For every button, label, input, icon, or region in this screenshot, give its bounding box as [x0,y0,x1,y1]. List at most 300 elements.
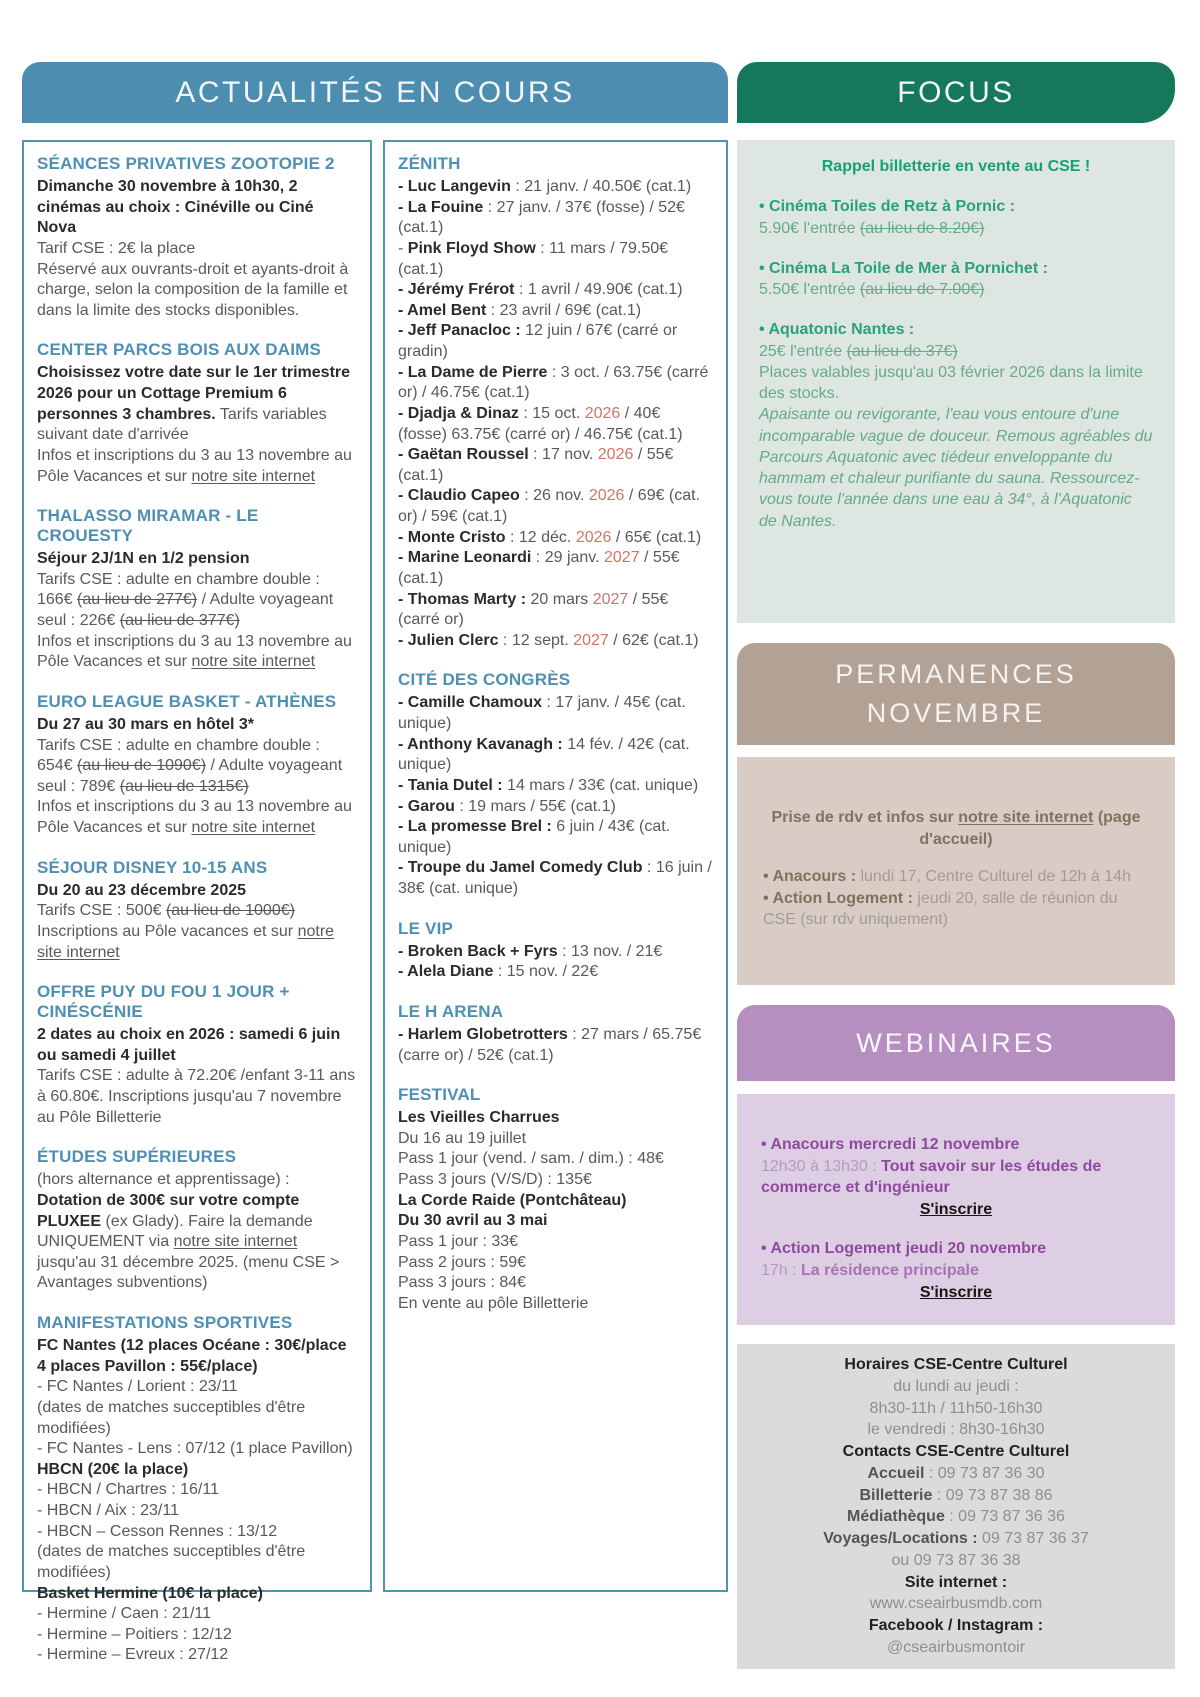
paragraph [37,549,357,570]
text-run: Pass 3 jours (V/S/D) : 135€ [398,1171,592,1188]
text-run: : 21 janv. / 40.50€ (cat.1) [510,178,692,195]
text-run: - Alela Diane [398,963,494,981]
paragraph [759,319,1153,340]
text-run: / 69€ (cat. or) / 59€ (cat.1) [398,487,701,525]
text-run: La Corde Raide (Pontchâteau) [398,1191,627,1209]
section-title: CENTER PARCS BOIS AUX DAIMS [37,340,322,360]
text-run: : 15 oct. [518,404,585,422]
paragraph [37,1501,357,1522]
paragraph [398,1108,713,1129]
paragraph [753,1615,1159,1637]
text-run: - FC Nantes / Lorient : 23/11 [37,1378,238,1396]
text-run: 2026 [584,404,621,422]
text-run: Dimanche 30 novembre à 10h30, 2 cinémas au choix : Cinéville ou Ciné Nova [37,178,314,237]
text-run: Tarifs CSE : adulte à 72.20€ /enfant 3-11 ans à 60.80€. Inscriptions jusqu'au 7 novembre au Pôle Billetterie [37,1067,356,1126]
text-run: / 55€ (cat.1) [398,549,680,587]
paragraph [398,1191,713,1212]
paragraph [37,1336,357,1377]
text-run: Réservé aux ouvrants-droit et ayants-droit à charge, selon la composition de la famille et dans la limite des stocks disponibles. [37,260,349,319]
paragraph [398,1025,713,1066]
text-run: Choisissez votre date sur le 1er trimestre 2026 pour un Cottage Premium 6 personnes 3 chambres. [37,364,351,423]
site-link[interactable]: notre site internet [191,819,316,836]
text-run: ou 09 73 87 36 38 [891,1551,1021,1569]
paragraph [37,446,357,487]
text-run: Pass 3 jours : 84€ [398,1274,527,1292]
text-run: 5.90€ l'entrée [759,219,860,237]
text-run: jeudi 20, salle de réunion du CSE (sur rdv uniquement) [763,889,1118,929]
text-run: Dotation de 300€ sur votre compte PLUXEE [37,1191,300,1230]
text-run: - Hermine – Evreux : 27/12 [37,1646,229,1664]
text-run: Voyages/Locations : [823,1530,978,1547]
inscription-link[interactable]: S'inscrire [919,1200,993,1218]
paragraph [753,1572,1159,1594]
text-run: Tarifs CSE : 500€ [37,902,166,920]
paragraph [37,1066,357,1128]
text-run: / 65€ (cat.1) [611,528,702,546]
text-run: - Djadja & Dinaz [398,404,519,422]
text-run: - Julien Clerc [398,631,499,649]
paragraph [37,260,357,322]
text-run: 2027 [592,590,629,608]
text-run: / 55€ (cat.1) [398,446,674,484]
actualites-zone [22,62,728,1664]
text-run: - La Fouine [398,198,484,216]
text-run: Tarifs CSE : adulte en chambre double : 654€ [37,736,320,775]
text-run: Du 27 au 30 mars en hôtel 3* [37,715,254,733]
paragraph [763,888,1149,931]
text-run: Tarifs variables suivant date d'arrivée [37,405,327,444]
text-run: / 55€ (carré or) [398,590,669,629]
section [398,1002,713,1066]
section-title: LE H ARENA [398,1001,504,1021]
text-run: En vente au pôle Billetterie [398,1294,589,1312]
text-run: : 13 nov. / 21€ [557,942,663,960]
paragraph [753,1506,1159,1528]
paragraph [398,1273,713,1294]
paragraph [759,196,1153,217]
actualites-banner [22,62,728,123]
paragraph [763,807,1149,850]
paragraph [37,1191,357,1294]
paragraph [398,1170,713,1191]
paragraph [37,1542,357,1583]
text-run: - [398,239,408,257]
text-run: (dates de matches succeptibles d'être modifiées) [37,1398,306,1437]
text-run: Prise de rdv et infos sur [771,809,959,826]
text-run: 5.50€ l'entrée [759,281,860,299]
paragraph [763,866,1149,888]
paragraph [753,1463,1159,1485]
text-run: FC Nantes (12 places Océane : 30€/place 4 places Pavillon : 55€/place) [37,1337,347,1375]
text-run: 14 mars / 33€ (cat. unique) [502,776,699,794]
text-run: 12h30 à 13h30 : [761,1157,882,1175]
text-run: - Anthony Kavanagh : [398,735,563,753]
text-run: - FC Nantes - Lens : 07/12 (1 place Pavillon) [37,1440,353,1458]
text-run: 25€ l'entrée [759,342,847,360]
text-run: - Hermine / Caen : 21/11 [37,1605,212,1623]
paragraph [761,1282,1151,1304]
section [37,506,357,673]
paragraph [759,341,1153,362]
text-run: - Marine Leonardi [398,549,532,567]
paragraph [37,922,357,963]
section-title: EURO LEAGUE BASKET - ATHÈNES [37,691,337,711]
text-run: - Troupe du Jamel Comedy Club [398,859,643,877]
section-title: OFFRE PUY DU FOU 1 JOUR + CINÉSCÉNIE [37,982,290,1022]
section [37,858,357,964]
text-run: Pass 2 jours : 59€ [398,1253,527,1271]
text-run: Inscriptions au Pôle vacances et sur [37,922,298,940]
text-run: / 40€ (fosse) 63.75€ (carré or) / 46.75€ (cat.1) [398,404,683,443]
text-run: / 62€ (cat.1) [608,631,699,649]
section [398,1085,713,1314]
text-run: - Broken Back + Fyrs [398,942,558,960]
section-title: SÉJOUR DISNEY 10-15 ANS [37,857,268,877]
paragraph [398,280,713,301]
text-run: (au lieu de 8.20€) [859,219,985,237]
text-run: - Tania Dutel : [398,776,503,794]
events-column [383,140,728,1592]
paragraph [398,942,713,963]
text-run: Basket Hermine (10€ la place) [37,1584,263,1602]
paragraph [398,198,713,239]
paragraph [37,1460,357,1481]
site-link[interactable]: notre site internet [958,809,1094,826]
paragraph [37,632,357,673]
paragraph [398,590,713,631]
text-run: Tout savoir sur les études de commerce et d'ingénieur [761,1157,1102,1197]
text-run: • Anacours mercredi 12 novembre [761,1136,1020,1153]
text-run: - La Dame de Pierre [398,363,548,381]
paragraph [37,901,357,922]
paragraph [37,570,357,632]
paragraph [753,1637,1159,1659]
text-run: 2026 [575,528,612,546]
paragraph [398,363,713,404]
text-run: : 12 sept. [498,631,574,649]
text-run: 2026 [597,446,634,464]
text-run: : 17 nov. [528,446,598,464]
text-run: : 23 avril / 69€ (cat.1) [486,301,642,319]
text-run: 6 juin / 43€ (cat. unique) [398,818,671,856]
section [37,154,357,321]
paragraph [398,817,713,858]
site-link[interactable]: notre site internet [191,653,316,671]
paragraph [759,362,1153,405]
paragraph [37,239,357,260]
text-run: (au lieu de 377€) [119,612,240,629]
paragraph [398,301,713,322]
text-run: Les Vieilles Charrues [398,1109,560,1127]
text-run: : 26 nov. [519,487,589,505]
paragraph [37,1522,357,1543]
text-run: Infos et inscriptions du 3 au 13 novembre au Pôle Vacances et sur [37,798,352,836]
paragraph [759,218,1153,239]
text-run: - Jeff Panacloc : [398,322,521,340]
text-run: 2026 [588,487,625,505]
text-run: - Jérémy Frérot [398,281,515,299]
text-run: : 15 nov. / 22€ [493,963,599,981]
text-run: Facebook / Instagram : [868,1617,1044,1634]
text-run: Site internet : [904,1573,1008,1591]
text-run: 17h : [761,1261,802,1279]
paragraph [37,1480,357,1501]
text-run: - Luc Langevin [398,178,511,195]
permanences-header-line1: PERMANENCES [835,658,1077,689]
text-run: - HBCN – Cesson Rennes : 13/12 [37,1522,278,1540]
text-run: Accueil [867,1464,925,1482]
paragraph [37,1604,357,1625]
text-run: Pink Floyd Show [407,239,536,257]
text-run: - HBCN / Chartres : 16/11 [37,1481,219,1499]
section [398,154,713,651]
text-run: Horaires CSE-Centre Culturel [844,1356,1068,1373]
paragraph [37,797,357,838]
text-run: (ex Glady). Faire la demande UNIQUEMENT via [37,1212,313,1251]
permanences-header [737,643,1175,745]
text-run: Infos et inscriptions du 3 au 13 novembre au Pôle Vacances et sur [37,446,352,485]
permanences-box [737,757,1175,985]
text-run: 8h30-11h / 11h50-16h30 [869,1399,1043,1417]
site-link[interactable]: notre site internet [191,467,316,485]
paragraph [753,1550,1159,1572]
section [37,1147,357,1294]
paragraph [37,177,357,239]
paragraph [37,881,357,902]
actualites-banner-title: ACTUALITÉS EN COURS [175,75,575,109]
paragraph [37,1377,357,1398]
paragraph [753,1485,1159,1507]
paragraph [398,1211,713,1232]
section [37,340,357,487]
section-title: FESTIVAL [398,1085,481,1105]
paragraph [398,962,713,983]
section-title: ÉTUDES SUPÉRIEURES [37,1147,237,1167]
text-run: : 09 73 87 36 30 [924,1464,1045,1482]
text-run: : 11 mars / 79.50€ (cat.1) [398,239,669,278]
paragraph [398,631,713,652]
paragraph [759,258,1153,279]
text-run: : 29 janv. [531,549,604,567]
text-run: / Adulte voyageant seul : 226€ [37,591,334,629]
text-run: / Adulte voyageant seul : 789€ [37,757,343,795]
paragraph [398,445,713,486]
paragraph [753,1441,1159,1463]
paragraph [753,1354,1159,1376]
text-run: 14 fév. / 42€ (cat. unique) [398,735,690,774]
text-run: Médiathèque [847,1508,945,1526]
paragraph [398,321,713,362]
text-run: • Action Logement : [763,889,913,907]
text-run: (au lieu de 37€) [846,342,958,360]
text-run: Contacts CSE-Centre Culturel [842,1443,1070,1460]
text-run: : 16 juin / 38€ (cat. unique) [398,859,712,897]
paragraph [37,1439,357,1460]
text-run: Rappel billetterie en vente au CSE ! [821,158,1091,175]
paragraph [761,1238,1151,1260]
text-run: - Garou [398,797,455,815]
paragraph [398,1129,713,1150]
text-run: jusqu'au 31 décembre 2025. (menu CSE > Avantages subventions) [37,1253,340,1292]
text-run: : 1 avril / 49.90€ (cat.1) [514,281,683,299]
text-run: - Thomas Marty : [398,590,527,608]
section-title: SÉANCES PRIVATIVES ZOOTOPIE 2 [37,154,335,173]
webinaires-header-title: WEBINAIRES [856,1027,1056,1058]
paragraph [398,1294,713,1315]
paragraph [753,1398,1159,1420]
section [37,982,357,1128]
text-run: 09 73 87 36 37 [977,1530,1089,1547]
text-run: (hors alternance et apprentissage) : [37,1171,290,1189]
text-run: - Hermine – Poitiers : 12/12 [37,1625,232,1643]
text-run: • Cinéma La Toile de Mer à Pornichet : [759,259,1048,277]
webinaires-box [737,1094,1175,1325]
paragraph [398,404,713,445]
paragraph [398,735,713,776]
text-run: (au lieu de 1000€) [165,902,295,920]
site-link[interactable]: notre site internet [37,922,335,961]
text-run: 2027 [604,549,640,567]
text-run: • Anacours : [763,868,857,886]
text-run: • Action Logement jeudi 20 novembre [761,1240,1047,1258]
paragraph [398,177,713,198]
text-run: : 27 janv. / 37€ (fosse) / 52€ (cat.1) [398,198,685,237]
webinaires-header [737,1005,1175,1081]
paragraph [759,156,1153,177]
section [37,1313,357,1666]
paragraph [761,1260,1151,1282]
text-run: - Camille Chamoux [398,694,543,712]
text-run: Tarif CSE : 2€ la place [37,239,196,257]
paragraph [398,239,713,280]
text-run: (au lieu de 7.00€) [859,281,985,299]
text-run: • Aquatonic Nantes : [759,321,915,339]
text-run: - Amel Bent [398,301,487,319]
text-run: • Cinéma Toiles de Retz à Pornic : [759,198,1016,216]
text-run: Infos et inscriptions du 3 au 13 novembre au Pôle Vacances et sur [37,632,352,671]
text-run: (au lieu de 1315€) [119,777,249,795]
focus-banner [737,62,1175,123]
paragraph [398,776,713,797]
text-run: Pass 1 jour : 33€ [398,1232,519,1250]
focus-banner-title: FOCUS [897,75,1015,109]
paragraph [398,693,713,734]
text-run: Séjour 2J/1N en 1/2 pension [37,550,250,568]
text-run: Du 16 au 19 juillet [398,1129,527,1147]
text-run: lundi 17, Centre Culturel de 12h à 14h [856,868,1131,886]
text-run: : 09 73 87 38 86 [932,1486,1053,1504]
section [398,919,713,983]
paragraph [398,528,713,549]
section [398,670,713,899]
paragraph [37,1645,357,1666]
text-run: www.cseairbusmdb.com [869,1595,1043,1613]
text-run: du lundi au jeudi : [893,1377,1019,1395]
news-column-left [22,140,372,1664]
paragraph [759,279,1153,300]
paragraph [398,797,713,818]
inscription-link[interactable]: S'inscrire [919,1283,993,1301]
text-run: - La promesse Brel : [398,818,552,836]
actualites-columns [22,140,728,1664]
paragraph [753,1528,1159,1550]
paragraph [753,1419,1159,1441]
paragraph [753,1593,1159,1615]
section-title: MANIFESTATIONS SPORTIVES [37,1313,293,1332]
text-run: le vendredi : 8h30-16h30 [867,1421,1045,1439]
focus-zone [737,62,1175,1669]
text-run: @cseairbusmontoir [886,1638,1026,1656]
text-run: : 17 janv. / 45€ (cat. unique) [398,694,686,732]
text-run: 2027 [573,631,609,649]
text-run: - HBCN / Aix : 23/11 [37,1502,179,1519]
paragraph [761,1134,1151,1156]
text-run: Billetterie [859,1486,933,1504]
text-run: Tarifs CSE : adulte en chambre double : 166€ [37,570,320,609]
text-run: - Gaëtan Roussel [398,446,529,464]
text-run: 20 mars [526,590,593,608]
paragraph [37,1625,357,1646]
text-run: Du 20 au 23 décembre 2025 [37,881,247,899]
text-run: (au lieu de 1090€) [77,757,207,775]
focus-box [737,140,1175,623]
text-run: : 27 mars / 65.75€ (carre or) / 52€ (cat.1) [398,1025,702,1064]
paragraph [398,858,713,899]
text-run: 2 dates au choix en 2026 : samedi 6 juin ou samedi 4 juillet [37,1026,341,1064]
paragraph [37,715,357,736]
text-run: Pass 1 jour (vend. / sam. / dim.) : 48€ [398,1150,664,1168]
paragraph [37,363,357,446]
hours-contacts-box [737,1344,1175,1669]
text-run: (dates de matches succeptibles d'être modifiées) [37,1543,306,1581]
text-run: : 3 oct. / 63.75€ (carré or) / 46.75€ (cat.1) [398,363,709,402]
paragraph [37,1170,357,1191]
section-title: THALASSO MIRAMAR - LE CROUESTY [37,506,259,546]
section-title: LE VIP [398,918,454,938]
text-run: : 09 73 87 36 36 [944,1508,1065,1526]
paragraph [37,1025,357,1066]
paragraph [398,548,713,589]
paragraph [753,1376,1159,1398]
paragraph [37,736,357,798]
text-run: Du 30 avril au 3 mai [398,1212,548,1230]
text-run: Places valables jusqu'au 03 février 2026 dans la limite des stocks. [759,363,1143,403]
text-run: La résidence principale [801,1261,979,1279]
text-run: Apaisante ou revigorante, l'eau vous entoure d'une incomparable vague de douceur. Remous agréables du Parcours Aquatonic avec tiédeur enveloppante du hammam et chaleur purifiante du sauna. Ressourcez-vous toute l'année dans une eau à 34°, à l'Aquatonic de Nantes. [759,406,1153,530]
paragraph [761,1199,1151,1221]
paragraph [761,1156,1151,1199]
text-run: - Claudio Capeo [398,487,520,505]
text-run: 12 juin / 67€ (carré or gradin) [398,322,678,360]
text-run: : 12 déc. [505,528,576,546]
permanences-header-line2: NOVEMBRE [866,698,1046,728]
text-run: - Harlem Globetrotters [398,1025,568,1043]
text-run: - Monte Cristo [398,528,506,546]
paragraph [398,1253,713,1274]
paragraph [37,1584,357,1605]
paragraph [398,1149,713,1170]
section-title: ZÉNITH [398,154,461,173]
text-run: (au lieu de 277€) [77,591,198,609]
paragraph [37,1398,357,1439]
paragraph [759,404,1153,532]
text-run: : 19 mars / 55€ (cat.1) [454,797,616,815]
site-link[interactable]: notre site internet [173,1233,298,1251]
section-title: CITÉ DES CONGRÈS [398,670,571,690]
text-run: (page d'accueil) [919,809,1141,848]
paragraph [398,1232,713,1253]
paragraph [398,486,713,527]
